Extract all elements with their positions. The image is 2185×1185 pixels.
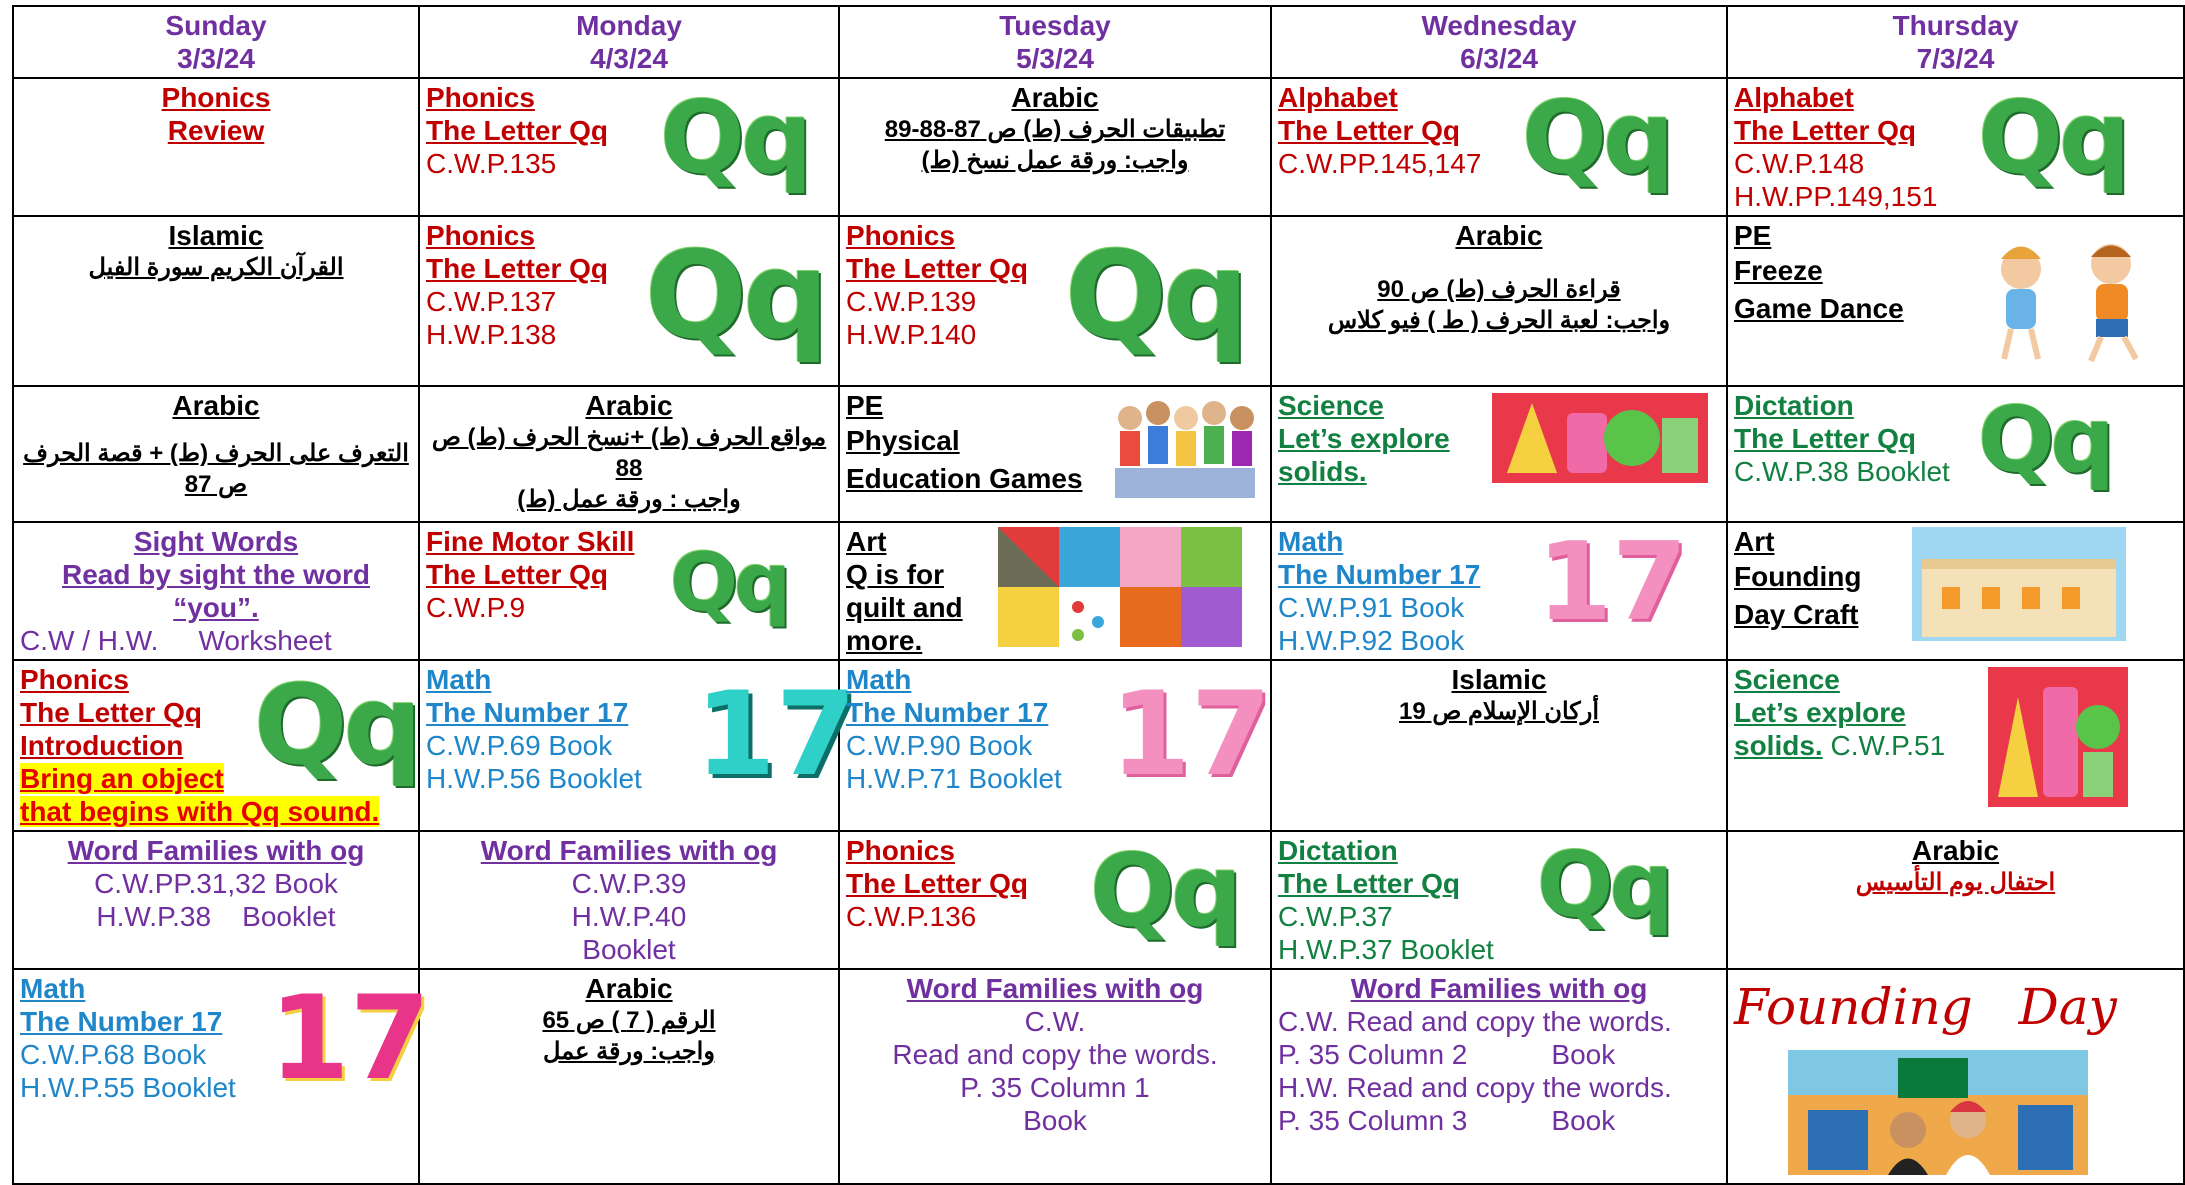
cell-tue-2	[839, 216, 1271, 386]
subject-title: Arabic	[1011, 82, 1099, 113]
book-label: Book	[1551, 1105, 1616, 1136]
arabic-lesson: الرقم ( 7 ) ص 65	[542, 1007, 716, 1034]
weekly-plan	[12, 5, 2185, 1185]
day-date: 5/3/24	[1016, 43, 1094, 74]
letter-qq-icon: Qq	[254, 661, 419, 789]
subject-title: Phonics	[161, 82, 271, 113]
subject-title: Dictation	[1278, 835, 1398, 866]
letter-qq-icon: Qq	[1090, 832, 1239, 949]
letter-qq-icon: Qq	[1065, 227, 1245, 366]
day-header-tuesday	[839, 6, 1271, 78]
day-name: Wednesday	[1421, 10, 1577, 41]
day-word: Day	[2018, 978, 2117, 1036]
subject-title: Math	[426, 664, 492, 695]
subject-title: Arabic	[585, 390, 673, 421]
cell-sun-5	[13, 660, 419, 831]
number-17-icon: 17	[1537, 520, 1688, 645]
founding-day-image	[1788, 1050, 2088, 1175]
lesson-title: The Number 17	[426, 697, 629, 728]
subject-title: Word Families with og	[1350, 973, 1648, 1004]
day-header-sunday	[13, 6, 419, 78]
subject-title: Fine Motor Skill	[426, 526, 635, 557]
classwork-ref: C.W.P.148	[1734, 148, 1865, 179]
homework-ref: H.W.P.138	[426, 319, 557, 350]
lesson-title: The Letter Qq	[1734, 423, 1917, 454]
lesson-title: Physical	[846, 425, 960, 456]
classwork-ref: C.W.P.38 Booklet	[1734, 456, 1950, 487]
book-label: Book	[1551, 1039, 1616, 1070]
cell-wed-3	[1271, 386, 1727, 522]
arabic-lesson: احتفال يوم التأسيس	[1855, 869, 2056, 896]
cell-sun-4	[13, 522, 419, 660]
worksheet-ref	[20, 624, 412, 657]
day-name: Thursday	[1892, 10, 2019, 41]
subject-title: Math	[846, 664, 912, 695]
subject-title: PE	[1734, 220, 1772, 251]
cell-mon-7	[419, 969, 839, 1184]
lesson-title: quilt and	[846, 592, 963, 623]
subject-title: Science	[1278, 390, 1384, 421]
lesson-row	[13, 831, 2184, 969]
dancing-kids-image	[1966, 229, 2166, 369]
classwork-ref: C.W.P.9	[426, 592, 526, 623]
letter-qq-icon: Qq	[1522, 79, 1671, 196]
homework-ref: H.W.P.71 Booklet	[846, 763, 1062, 794]
classwork-ref: C.W / H.W.	[20, 625, 159, 656]
homework-ref: H.W.P.56 Booklet	[426, 763, 642, 794]
subject-title: PE	[846, 390, 884, 421]
homework-ref: H.W.PP.149,151	[1734, 181, 1938, 212]
arabic-homework: واجب: ورقة عمل نسخ (ط)	[921, 147, 1189, 174]
arabic-lesson: القرآن الكريم سورة الفيل	[88, 254, 344, 281]
subject-title: Word Families with og	[480, 835, 778, 866]
classwork-ref: C.W.P.90 Book	[846, 730, 1033, 761]
lesson-title: Let’s explore	[1278, 423, 1450, 454]
number-17-icon: 17	[1110, 667, 1272, 802]
classwork-ref: C.W.P.139	[846, 286, 977, 317]
cell-thu-7	[1727, 969, 2184, 1184]
subject-title: Arabic	[172, 390, 260, 421]
cell-mon-1	[419, 78, 839, 216]
arabic-lesson: قراءة الحرف (ط) ص 90	[1377, 276, 1621, 303]
subject-title: Art	[1734, 526, 1775, 557]
task-text: Read and copy the words.	[892, 1039, 1218, 1070]
cell-mon-4	[419, 522, 839, 660]
homework-ref: Booklet	[582, 934, 676, 965]
subject-title: Phonics	[426, 220, 535, 251]
kids-group-image	[1110, 393, 1260, 503]
day-name: Tuesday	[999, 10, 1111, 41]
lesson-title: The Letter Qq	[1278, 115, 1461, 146]
cell-sun-2	[13, 216, 419, 386]
cell-tue-7	[839, 969, 1271, 1184]
lesson-title: The Letter Qq	[1278, 868, 1461, 899]
day-date: 3/3/24	[177, 43, 255, 74]
lesson-title: Game Dance	[1734, 293, 1904, 324]
book-label: Book	[1023, 1105, 1087, 1136]
subject-title: Phonics	[846, 835, 955, 866]
lesson-title: The Letter Qq	[846, 868, 1029, 899]
lesson-title: Read by sight the word	[61, 559, 371, 590]
cell-thu-6	[1727, 831, 2184, 969]
cell-wed-2	[1271, 216, 1727, 386]
arabic-lesson: تطبيقات الحرف (ط) ص 87-88-89	[884, 116, 1226, 143]
cell-sun-1	[13, 78, 419, 216]
lesson-row	[13, 660, 2184, 831]
highlighted-task: that begins with Qq sound.	[20, 796, 380, 827]
arabic-lesson: التعرف على الحرف (ط) + قصة الحرف ص 87	[23, 440, 409, 498]
cell-tue-3	[839, 386, 1271, 522]
lesson-row	[13, 386, 2184, 522]
lesson-row	[13, 522, 2184, 660]
lesson-title: Freeze	[1734, 255, 1823, 286]
lesson-title: “you”.	[173, 592, 259, 623]
lesson-title: more.	[846, 625, 923, 656]
lesson-title: The Letter Qq	[426, 559, 609, 590]
cell-sun-6	[13, 831, 419, 969]
lesson-title: Review	[167, 115, 265, 146]
lesson-title: The Letter Qq	[20, 697, 203, 728]
letter-qq-icon: Qq	[670, 536, 788, 629]
subject-title: Math	[1278, 526, 1344, 557]
lesson-row	[13, 216, 2184, 386]
cell-tue-4	[839, 522, 1271, 660]
day-header-wednesday	[1271, 6, 1727, 78]
lesson-row	[13, 78, 2184, 216]
day-date: 4/3/24	[590, 43, 668, 74]
cell-sun-3	[13, 386, 419, 522]
lesson-title: The Number 17	[20, 1006, 223, 1037]
lesson-title: The Number 17	[1278, 559, 1481, 590]
cell-tue-5	[839, 660, 1271, 831]
homework-ref: H.W.P.55 Booklet	[20, 1072, 236, 1103]
classwork-ref: C.W.P.91 Book	[1278, 592, 1465, 623]
day-name: Monday	[576, 10, 682, 41]
cell-wed-1	[1271, 78, 1727, 216]
cell-thu-5	[1727, 660, 2184, 831]
highlighted-task: Bring an object	[20, 763, 224, 794]
founding-day-title	[1734, 972, 2177, 1036]
subject-title: Alphabet	[1734, 82, 1854, 113]
arabic-lesson: أركان الإسلام ص 19	[1399, 698, 1599, 725]
page-ref: P. 35 Column 3	[1278, 1105, 1468, 1136]
classwork-ref: C.W.P.137	[426, 286, 557, 317]
classwork-ref: C.W. Read and copy the words.	[1278, 1006, 1672, 1037]
letter-qq-icon: Qq	[1537, 833, 1670, 938]
letter-qq-icon: Qq	[1978, 388, 2111, 493]
classwork-ref: C.W.P.69 Book	[426, 730, 613, 761]
day-name: Sunday	[165, 10, 267, 41]
cell-thu-3	[1727, 386, 2184, 522]
cell-mon-3	[419, 386, 839, 522]
founding-word: Founding	[1734, 978, 1973, 1036]
number-17-icon: 17	[695, 667, 857, 802]
day-date: 6/3/24	[1460, 43, 1538, 74]
cell-tue-6	[839, 831, 1271, 969]
worksheet-label: Worksheet	[198, 625, 332, 656]
classwork-ref: C.W.P.136	[846, 901, 977, 932]
subject-title: Phonics	[20, 664, 129, 695]
lesson-title: Let’s explore	[1734, 697, 1906, 728]
subject-title: Phonics	[846, 220, 955, 251]
arabic-lesson: مواقع الحرف (ط) +نسخ الحرف (ط) ص 88	[431, 424, 827, 482]
arabic-homework: واجب: لعبة الحرف ( ط ) فيو كلاس	[1327, 307, 1671, 334]
lesson-row	[13, 969, 2184, 1184]
subject-title: Arabic	[1455, 220, 1543, 251]
day-header-thursday	[1727, 6, 2184, 78]
solid-shapes-image	[1492, 393, 1708, 483]
subject-title: Science	[1734, 664, 1840, 695]
homework-ref: H.W.P.40	[571, 901, 687, 932]
classwork-ref: C.W.P.135	[426, 148, 557, 179]
subject-title: Word Families with og	[67, 835, 365, 866]
lesson-title: The Letter Qq	[846, 253, 1029, 284]
header-row	[13, 6, 2184, 78]
letter-qq-icon: Qq	[1978, 79, 2127, 196]
homework-ref: H.W.P.140	[846, 319, 977, 350]
subject-title: Word Families with og	[906, 973, 1204, 1004]
quilt-image	[998, 527, 1242, 647]
cell-wed-5	[1271, 660, 1727, 831]
homework-ref: H.W.P.37 Booklet	[1278, 934, 1494, 965]
day-date: 7/3/24	[1916, 43, 1995, 74]
lesson-title: The Letter Qq	[426, 253, 609, 284]
lesson-title: Day Craft	[1734, 599, 1859, 630]
classwork-ref: C.W.PP.31,32 Book	[94, 868, 338, 899]
lesson-title: Education Games	[846, 463, 1083, 494]
cell-thu-4	[1727, 522, 2184, 660]
classwork-ref: C.W.P.51	[1822, 730, 1946, 761]
cell-mon-5	[419, 660, 857, 831]
lesson-title: Q is for	[846, 559, 945, 590]
letter-qq-icon: Qq	[660, 79, 809, 196]
cell-sun-7	[13, 969, 431, 1184]
lesson-title: The Number 17	[846, 697, 1049, 728]
cell-mon-6	[419, 831, 839, 969]
classwork-ref: C.W.	[1024, 1006, 1086, 1037]
subject-title: Arabic	[1911, 835, 2000, 866]
subject-title: Islamic	[1451, 664, 1547, 695]
arabic-homework: واجب : ورقة عمل (ط)	[517, 486, 741, 513]
cell-wed-4	[1271, 522, 1727, 660]
cell-tue-1	[839, 78, 1271, 216]
lesson-title: Introduction	[20, 730, 184, 761]
lesson-title: The Letter Qq	[1734, 115, 1917, 146]
lesson-title: The Letter Qq	[426, 115, 609, 146]
homework-ref: H.W. Read and copy the words.	[1278, 1072, 1672, 1103]
cell-thu-2	[1727, 216, 2184, 386]
page-ref: P. 35 Column 1	[960, 1072, 1150, 1103]
homework-ref: H.W.P.92 Book	[1278, 625, 1465, 656]
lesson-title: solids.	[1734, 730, 1823, 761]
number-17-icon: 17	[269, 971, 431, 1106]
lesson-title: solids.	[1278, 456, 1367, 487]
classwork-ref: C.W.P.39	[571, 868, 687, 899]
classwork-ref: C.W.PP.145,147	[1278, 148, 1482, 179]
subject-title: Arabic	[585, 973, 673, 1004]
homework-ref: H.W.P.38 Booklet	[96, 901, 336, 932]
arabic-homework: واجب: ورقة عمل	[543, 1038, 715, 1065]
subject-title: Islamic	[168, 220, 264, 251]
classwork-ref: C.W.P.37	[1278, 901, 1393, 932]
subject-title: Sight Words	[133, 526, 299, 557]
schedule-table	[12, 5, 2185, 1185]
subject-title: Alphabet	[1278, 82, 1398, 113]
cell-mon-2	[419, 216, 839, 386]
solid-shapes-image	[1988, 667, 2128, 807]
classwork-ref: C.W.P.68 Book	[20, 1039, 207, 1070]
subject-title: Dictation	[1734, 390, 1854, 421]
page-ref: P. 35 Column 2	[1278, 1039, 1468, 1070]
cell-wed-7	[1271, 969, 1727, 1184]
subject-title: Math	[20, 973, 86, 1004]
cell-wed-6	[1271, 831, 1727, 969]
subject-title: Phonics	[426, 82, 535, 113]
cell-thu-1	[1727, 78, 2184, 216]
founding-craft-image	[1912, 527, 2126, 641]
letter-qq-icon: Qq	[645, 227, 825, 366]
lesson-title: Founding	[1734, 561, 1862, 592]
subject-title: Art	[846, 526, 887, 557]
day-header-monday	[419, 6, 839, 78]
